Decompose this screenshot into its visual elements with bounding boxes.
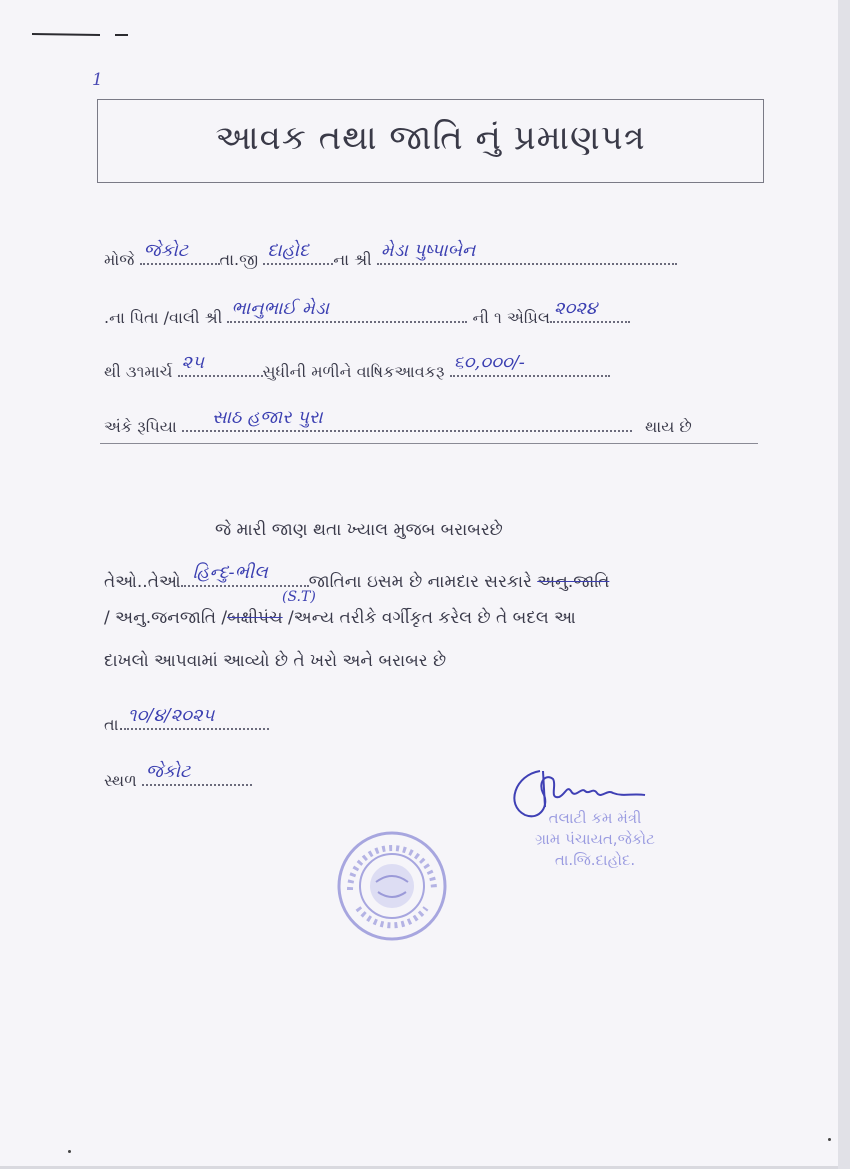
- label-annual-income: સુધીની મળીને વાષિકઆવકરૂ: [262, 362, 445, 381]
- field-year-from: [550, 298, 630, 323]
- line-1: [104, 240, 677, 270]
- handwritten-district: દાહોદ: [267, 240, 310, 261]
- place-line: [104, 761, 252, 791]
- label-date: તા.: [104, 715, 124, 734]
- page-title: આવક તથા જાતિ નું પ્રમાણપત્ર: [215, 118, 646, 158]
- speck: [68, 1150, 71, 1153]
- separator-line: [100, 443, 758, 444]
- handwritten-st-note: (S.T): [282, 589, 316, 605]
- handwritten-name: મેડા પુષ્પાબેન: [380, 240, 476, 261]
- field-village: [140, 240, 220, 265]
- handwritten-amount-words: સાઠ હજાર પુરા: [211, 407, 323, 428]
- body-line-1: જે મારી જાણ થતા ખ્યાલ મુજબ બરાબરછે: [215, 520, 503, 540]
- handwritten-amount: ૬૦,૦૦૦/-: [453, 352, 525, 373]
- handwritten-year-from: ૨૦૨૪: [553, 298, 598, 319]
- handwritten-caste: હિન્દુ-ભીલ: [192, 562, 268, 583]
- label-na-shri: ના શ્રી: [333, 250, 372, 269]
- label-teo: તેઓ..તેઓ: [104, 572, 181, 592]
- line-4: [104, 407, 692, 437]
- label-other-classified: /અન્ય તરીકે વર્ગીકૃત કરેલ છે તે બદલ આ: [288, 608, 576, 628]
- label-place: સ્થળ: [104, 771, 137, 790]
- struck-sc: અનુ.જાતિ: [537, 572, 610, 592]
- speck: [828, 1138, 831, 1141]
- label-april: ની ૧ એપ્રિલ: [472, 308, 550, 327]
- label-ta-ji: તા.જી: [219, 250, 259, 269]
- label-father: .ના પિતા /વાલી શ્રી: [104, 308, 223, 327]
- page-edge: [838, 0, 850, 1169]
- designation-stamp: [510, 808, 680, 871]
- handwritten-year-to: ૨૫: [181, 352, 204, 373]
- body-line-2: [104, 562, 610, 592]
- designation-office: ગ્રામ પંચાયત,જેકોટ: [535, 830, 655, 848]
- handwritten-parent: ભાનુભાઈ મેડા: [231, 298, 330, 319]
- title-box: [97, 99, 764, 183]
- field-caste: [181, 562, 309, 587]
- field-district: [263, 240, 333, 265]
- designation-district: તા.જિ.દાહોદ.: [554, 851, 636, 869]
- struck-obc: બક્ષીપંચ: [227, 608, 283, 628]
- field-place: [142, 761, 252, 786]
- field-name: [377, 240, 677, 265]
- field-year-to: [178, 352, 263, 377]
- label-rupees: અંકે રૂપિયા: [104, 417, 177, 436]
- line-2: [104, 298, 630, 328]
- label-thay-chhe: થાય છે: [645, 417, 692, 436]
- page-number: 1: [92, 70, 103, 90]
- stamp-seal-icon: [336, 830, 448, 942]
- field-date: [124, 705, 269, 730]
- field-amount-words: [182, 407, 632, 432]
- handwritten-place: જેકોટ: [145, 761, 191, 782]
- field-parent: [227, 298, 467, 323]
- line-3: [104, 352, 610, 382]
- label-jatina: જાતિના ઇસમ છે નામદાર સરકારે: [308, 572, 532, 592]
- label-march: થી ૩૧માર્ચ: [104, 362, 173, 381]
- body-line-4: દાખલો આપવામાં આવ્યો છે તે ખરો અને બરાબર છે: [104, 651, 447, 671]
- handwritten-date: ૧૦/૪/૨૦૨૫: [127, 705, 215, 726]
- date-line: [104, 705, 269, 735]
- field-amount: [450, 352, 610, 377]
- handwritten-village: જેકોટ: [143, 240, 189, 261]
- designation-title: તલાટી કમ મંત્રી: [548, 809, 642, 827]
- pen-mark-icon: [30, 30, 130, 38]
- label-moje: મોજે: [104, 250, 135, 269]
- label-st: / અનુ.જનજાતિ /: [104, 608, 228, 628]
- body-line-3: [104, 608, 576, 628]
